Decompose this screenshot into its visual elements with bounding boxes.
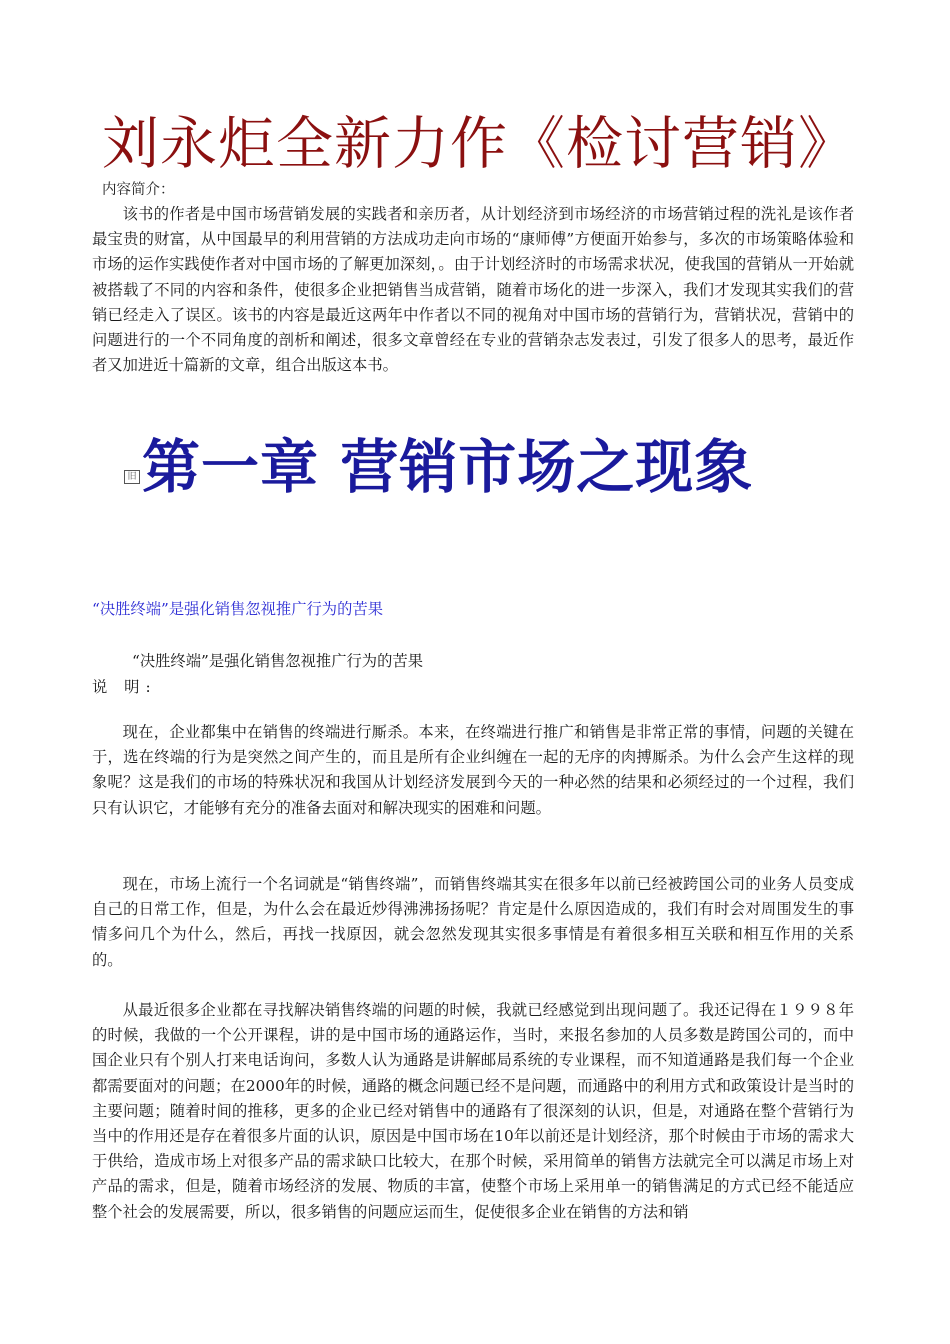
chapter-title: 第一章 营销市场之现象 [142, 433, 754, 501]
book-title: 刘永炬全新力作《检讨营销》 [102, 111, 856, 177]
chapter-heading [124, 432, 753, 502]
article-title: “决胜终端”是强化销售忽视推广行为的苦果 [132, 652, 423, 670]
note-label: 说 明: [92, 678, 157, 696]
body-paragraph-2: 现在，市场上流行一个名词就是“销售终端”，而销售终端其实在很多年以前已经被跨国公司的业务人员变成自己的日常工作，但是，为什么会在最近炒得沸沸扬扬呢？肯定是什么原因造成的，我们有时会对周围发生的事情多问几个为什么，然后，再找一找原因，就会忽然发现其实很多事情是有着很多相互关联和相互作用的关系的。 [92, 875, 854, 969]
intro-paragraph: 该书的作者是中国市场营销发展的实践者和亲历者，从计划经济到市场经济的市场营销过程的洗礼是该作者最宝贵的财富，从中国最早的利用营销的方法成功走向市场的“康师傅”方便面开始参与，多次的市场策略体验和市场的运作实践使作者对中国市场的了解更加深刻，。由于计划经济时的市场需求状况，使我国的营销从一开始就被搭载了不同的内容和条件，使很多企业把销售当成营销，随着市场化的进一步深入，我们才发现其实我们的营销已经走入了误区。该书的内容是最近这两年中作者以不同的视角对中国市场的营销行为，营销状况，营销中的问题进行的一个不同角度的剖析和阐述，很多文章曾经在专业的营销杂志发表过，引发了很多人的思考，最近作者又加进近十篇新的文章，组合出版这本书。 [92, 205, 854, 375]
article-link[interactable]: “决胜终端”是强化销售忽视推广行为的苦果 [92, 600, 383, 618]
body-paragraph-3: 从最近很多企业都在寻找解决销售终端的问题的时候，我就已经感觉到出现问题了。我还记得在１９９８年的时候，我做的一个公开课程，讲的是中国市场的通路运作，当时，来报名参加的人员多数是跨国公司的，而中国企业只有个别人打来电话询问，多数人认为通路是讲解邮局系统的专业课程，而不知道通路是我们每一个企业都需要面对的问题；在2000年的时候，通路的概念问题已经不是问题，而通路中的利用方式和政策设计是当时的主要问题；随着时间的推移，更多的企业已经对销售中的通路有了很深刻的认识，但是，对通路在整个营销行为当中的作用还是存在着很多片面的认识，原因是中国市场在10年以前还是计划经济，那个时候由于市场的需求大于供给，造成市场上对很多产品的需求缺口比较大，在那个时候，采用简单的销售方法就完全可以满足市场上对产品的需求，但是，随着市场经济的发展、物质的丰富，使整个市场上采用单一的销售满足的方式已经不能适应整个社会的发展需要，所以，很多销售的问题应运而生，促使很多企业在销售的方法和销 [92, 1001, 854, 1221]
body-paragraph-1: 现在，企业都集中在销售的终端进行厮杀。本来，在终端进行推广和销售是非常正常的事情，问题的关键在于，选在终端的行为是突然之间产生的，而且是所有企业纠缠在一起的无序的肉搏厮杀。为什么会产生这样的现象呢？这是我们的市场的特殊状况和我国从计划经济发展到今天的一种必然的结果和必须经过的一个过程，我们只有认识它，才能够有充分的准备去面对和解决现实的困难和问题。 [92, 723, 854, 817]
bookmark-icon: 旧 [124, 470, 140, 484]
intro-label: 内容简介： [102, 182, 175, 198]
